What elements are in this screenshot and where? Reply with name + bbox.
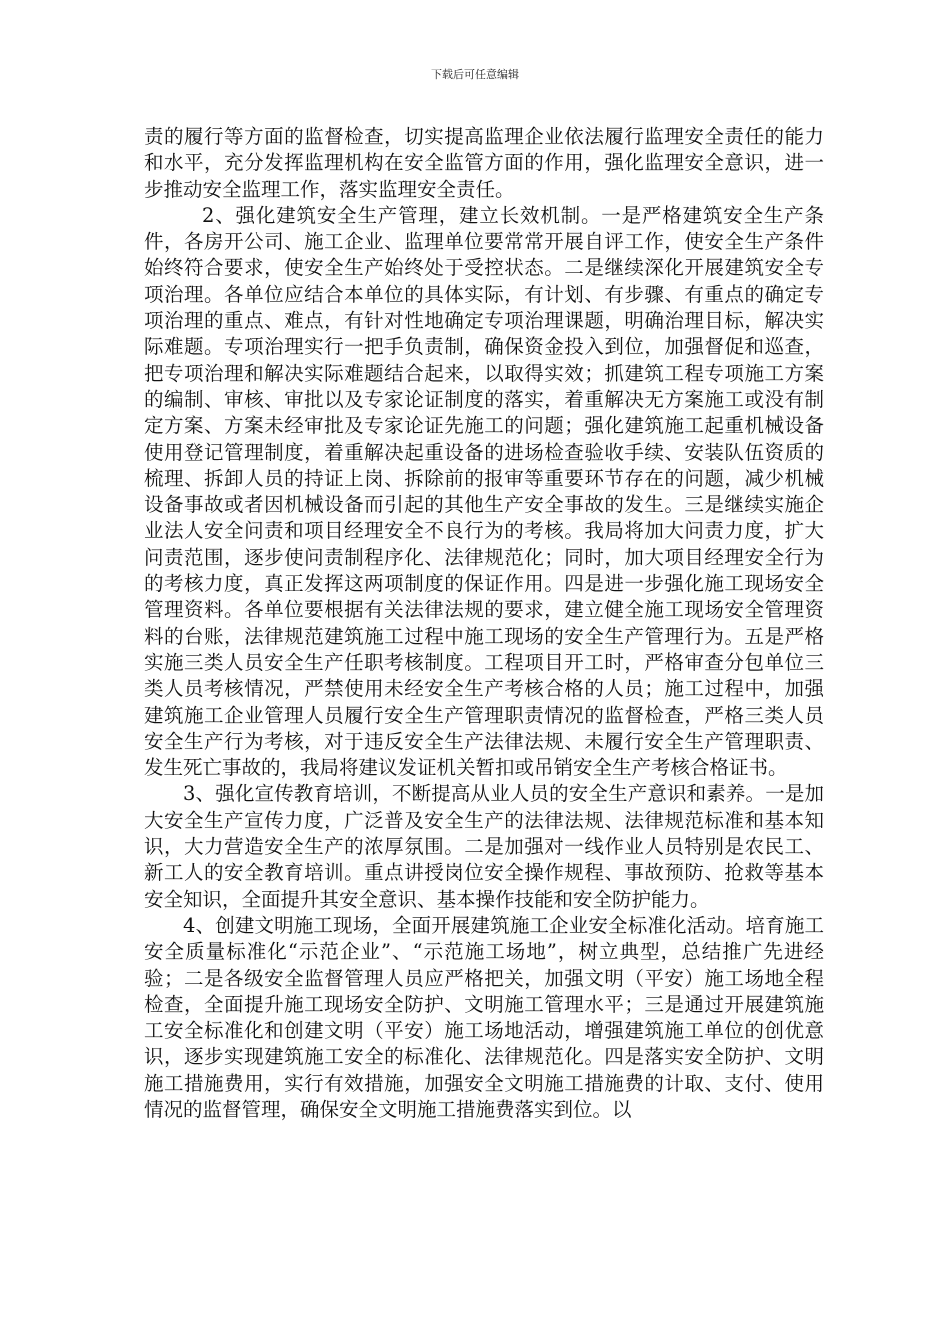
paragraph-3: 3、强化宣传教育培训，不断提高从业人员的安全生产意识和素养。一是加大安全生产宣传力度，广泛普及安全生产的法律法规、法律规范标准和基本知识，大力营造安全生产的浓厚氛围。二是加强对一线作业人员特别是农民工、新工人的安全教育培训。重点讲授岗位安全操作规程、事故预防、抢救等基本安全知识，全面提升其安全意识、基本操作技能和安全防护能力。 <box>144 782 824 911</box>
paragraph-1: 责的履行等方面的监督检查，切实提高监理企业依法履行监理安全责任的能力和水平，充分发挥监理机构在安全监管方面的作用，强化监理安全意识，进一步推动安全监理工作，落实监理安全责任。 <box>144 125 824 201</box>
paragraph-2: 2、强化建筑安全生产管理，建立长效机制。一是严格建筑安全生产条件，各房开公司、施工企业、监理单位要常常开展自评工作，使安全生产条件始终符合要求，使安全生产始终处于受控状态。二是继续深化开展建筑安全专项治理。各单位应结合本单位的具体实际，有计划、有步骤、有重点的确定专项治理的重点、难点，有针对性地确定专项治理课题，明确治理目标，解决实际难题。专项治理实行一把手负责制，确保资金投入到位，加强督促和巡查，把专项治理和解决实际难题结合起来，以取得实效；抓建筑工程专项施工方案的编制、审核、审批以及专家论证制度的落实，着重解决无方案施工或没有制定方案、方案未经审批及专家论证先施工的问题；强化建筑施工起重机械设备使用登记管理制度，着重解决起重设备的进场检查验收手续、安装队伍资质的梳理、拆卸人员的持证上岗、拆除前的报审等重要环节存在的问题，减少机械设备事故或者因机械设备而引起的其他生产安全事故的发生。三是继续实施企业法人安全问责和项目经理安全不良行为的考核。我局将加大问责力度，扩大问责范围，逐步使问责制程序化、法律规范化；同时，加大项目经理安全行为的考核力度，真正发挥这两项制度的保证作用。四是进一步强化施工现场安全管理资料。各单位要根据有关法律法规的要求，建立健全施工现场安全管理资料的台账，法律规范建筑施工过程中施工现场的安全生产管理行为。五是严格实施三类人员安全生产任职考核制度。工程项目开工时，严格审查分包单位三类人员考核情况，严禁使用未经安全生产考核合格的人员；施工过程中，加强建筑施工企业管理人员履行安全生产管理职责情况的监督检查，严格三类人员安全生产行为考核，对于违反安全生产法律法规、未履行安全生产管理职责、发生死亡事故的，我局将建议发证机关暂扣或吊销安全生产考核合格证书。 <box>144 203 824 780</box>
document-body <box>144 124 824 1123</box>
paragraph-4: 4、创建文明施工现场，全面开展建筑施工企业安全标准化活动。培育施工安全质量标准化“示范企业”、“示范施工场地”，树立典型，总结推广先进经验；二是各级安全监督管理人员应严格把关，加强文明（平安）施工场地全程检查，全面提升施工现场安全防护、文明施工管理水平；三是通过开展建筑施工安全标准化和创建文明（平安）施工场地活动，增强建筑施工单位的创优意识，逐步实现建筑施工安全的标准化、法律规范化。四是落实安全防护、文明施工措施费用，实行有效措施，加强安全文明施工措施费的计取、支付、使用情况的监督管理，确保安全文明施工措施费落实到位。以 <box>144 913 824 1121</box>
page-header: 下载后可任意编辑 <box>431 68 519 81</box>
